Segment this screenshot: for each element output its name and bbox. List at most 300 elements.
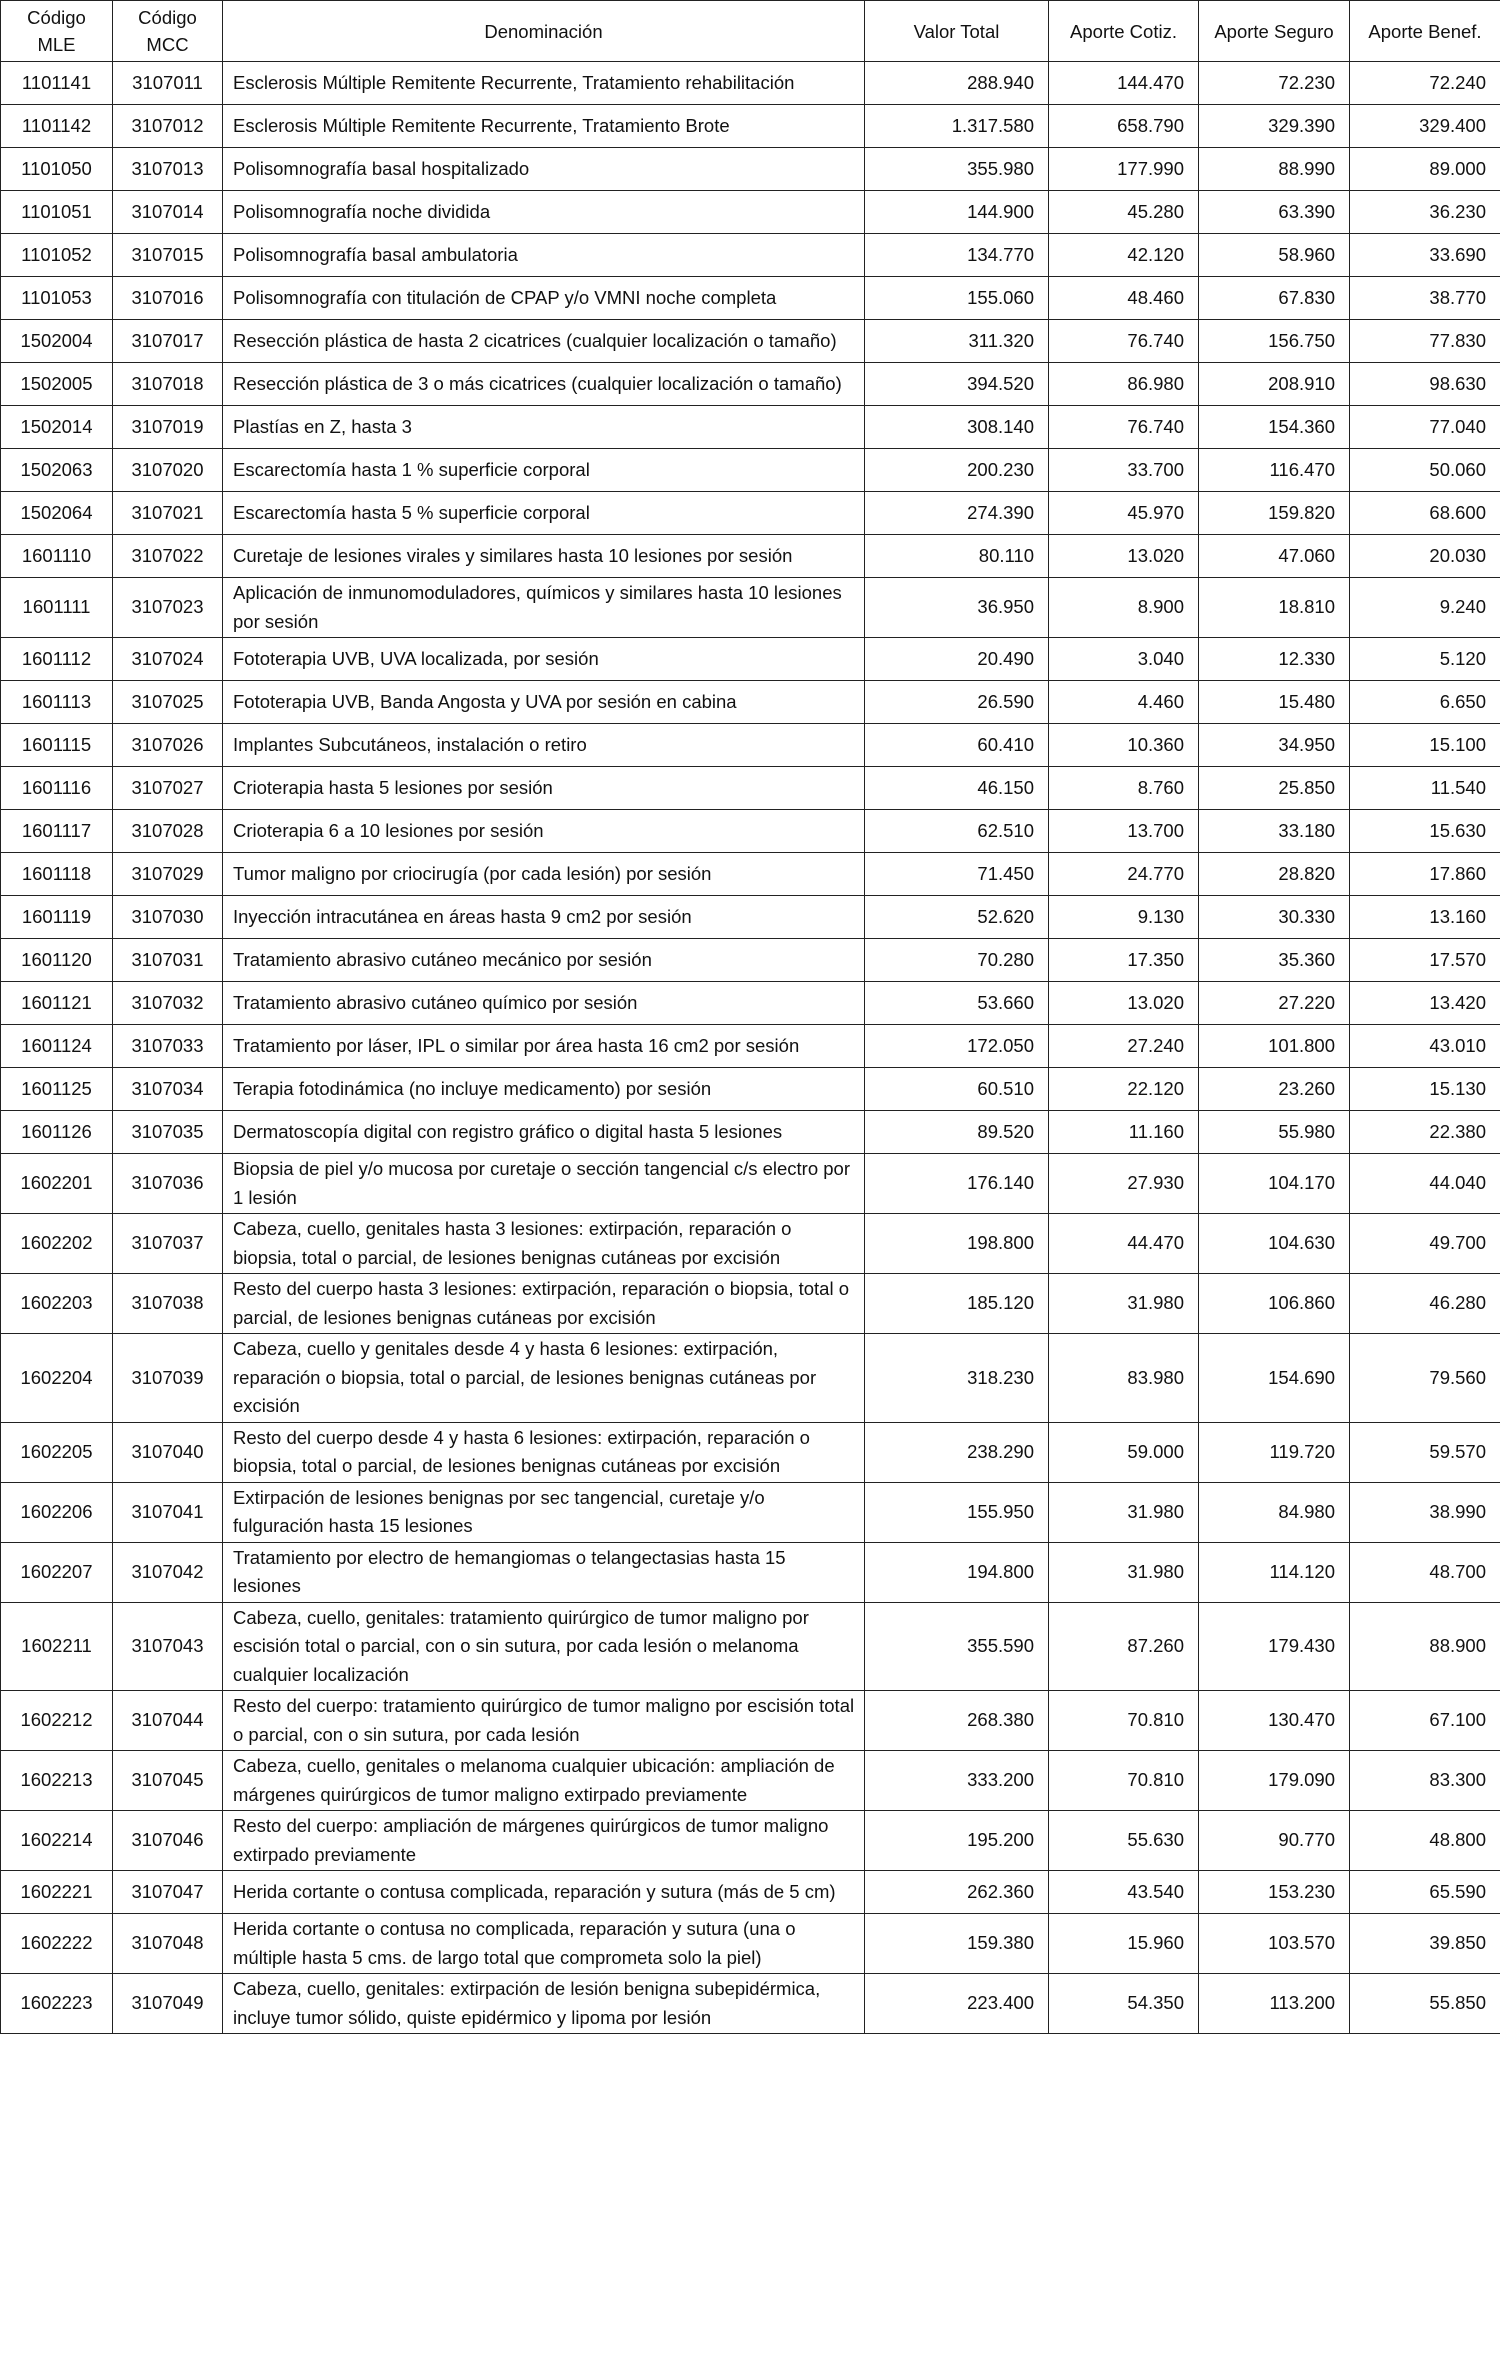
cell-aporte-benef: 17.860 — [1350, 853, 1500, 896]
cell-denominacion: Resto del cuerpo: tratamiento quirúrgico de tumor maligno por escisión total o parcial, con o sin sutura, por cada lesión — [223, 1691, 865, 1751]
cell-codigo-mcc: 3107013 — [113, 148, 223, 191]
cell-codigo-mcc: 3107023 — [113, 578, 223, 638]
cell-codigo-mcc: 3107011 — [113, 62, 223, 105]
cell-codigo-mle: 1601116 — [1, 767, 113, 810]
cell-aporte-seguro: 101.800 — [1199, 1025, 1350, 1068]
cell-denominacion: Resto del cuerpo hasta 3 lesiones: extirpación, reparación o biopsia, total o parcial, de lesiones benignas cutáneas por excisión — [223, 1274, 865, 1334]
cell-denominacion: Tratamiento por electro de hemangiomas o telangectasias hasta 15 lesiones — [223, 1542, 865, 1602]
cell-aporte-benef: 49.700 — [1350, 1214, 1500, 1274]
cell-codigo-mle: 1602201 — [1, 1154, 113, 1214]
cell-aporte-seguro: 106.860 — [1199, 1274, 1350, 1334]
cell-aporte-cotiz: 70.810 — [1049, 1691, 1199, 1751]
table-row — [1, 638, 1500, 681]
cell-aporte-seguro: 113.200 — [1199, 1974, 1350, 2034]
cell-aporte-cotiz: 42.120 — [1049, 234, 1199, 277]
table-row — [1, 1811, 1500, 1871]
cell-valor-total: 238.290 — [865, 1422, 1049, 1482]
cell-aporte-cotiz: 658.790 — [1049, 105, 1199, 148]
cell-aporte-benef: 11.540 — [1350, 767, 1500, 810]
cell-aporte-benef: 88.900 — [1350, 1602, 1500, 1691]
cell-denominacion: Tratamiento abrasivo cutáneo mecánico por sesión — [223, 939, 865, 982]
cell-aporte-seguro: 159.820 — [1199, 492, 1350, 535]
cell-codigo-mle: 1602222 — [1, 1914, 113, 1974]
cell-aporte-benef: 79.560 — [1350, 1334, 1500, 1423]
cell-valor-total: 394.520 — [865, 363, 1049, 406]
cell-aporte-cotiz: 27.930 — [1049, 1154, 1199, 1214]
cell-aporte-benef: 329.400 — [1350, 105, 1500, 148]
cell-aporte-seguro: 156.750 — [1199, 320, 1350, 363]
cell-aporte-cotiz: 17.350 — [1049, 939, 1199, 982]
cell-codigo-mle: 1502005 — [1, 363, 113, 406]
cell-codigo-mcc: 3107042 — [113, 1542, 223, 1602]
cell-valor-total: 200.230 — [865, 449, 1049, 492]
cell-valor-total: 20.490 — [865, 638, 1049, 681]
table-row — [1, 1334, 1500, 1423]
cell-aporte-seguro: 15.480 — [1199, 681, 1350, 724]
cell-aporte-benef: 15.630 — [1350, 810, 1500, 853]
cell-aporte-benef: 20.030 — [1350, 535, 1500, 578]
cell-codigo-mcc: 3107012 — [113, 105, 223, 148]
cell-aporte-cotiz: 8.760 — [1049, 767, 1199, 810]
cell-codigo-mcc: 3107021 — [113, 492, 223, 535]
cell-denominacion: Cabeza, cuello, genitales: tratamiento quirúrgico de tumor maligno por escisión total o parcial, con o sin sutura, por cada lesión o melanoma cualquier localización — [223, 1602, 865, 1691]
cell-aporte-seguro: 18.810 — [1199, 578, 1350, 638]
table-row — [1, 896, 1500, 939]
table-row — [1, 1482, 1500, 1542]
table-row — [1, 1914, 1500, 1974]
cell-codigo-mle: 1601110 — [1, 535, 113, 578]
cell-aporte-cotiz: 83.980 — [1049, 1334, 1199, 1423]
cell-denominacion: Fototerapia UVB, UVA localizada, por sesión — [223, 638, 865, 681]
cell-denominacion: Implantes Subcutáneos, instalación o retiro — [223, 724, 865, 767]
cell-aporte-cotiz: 55.630 — [1049, 1811, 1199, 1871]
cell-aporte-seguro: 119.720 — [1199, 1422, 1350, 1482]
table-row — [1, 320, 1500, 363]
cell-aporte-benef: 83.300 — [1350, 1751, 1500, 1811]
table-row — [1, 1542, 1500, 1602]
cell-aporte-benef: 59.570 — [1350, 1422, 1500, 1482]
cell-codigo-mcc: 3107034 — [113, 1068, 223, 1111]
cell-valor-total: 355.590 — [865, 1602, 1049, 1691]
header-aporte-seguro: Aporte Seguro — [1199, 1, 1350, 62]
table-row — [1, 982, 1500, 1025]
table-row — [1, 105, 1500, 148]
cell-aporte-benef: 9.240 — [1350, 578, 1500, 638]
table-row — [1, 1974, 1500, 2034]
cell-denominacion: Cabeza, cuello y genitales desde 4 y hasta 6 lesiones: extirpación, reparación o biopsia, total o parcial, de lesiones benignas cutáneas por excisión — [223, 1334, 865, 1423]
cell-valor-total: 46.150 — [865, 767, 1049, 810]
cell-aporte-cotiz: 13.020 — [1049, 535, 1199, 578]
cell-aporte-cotiz: 4.460 — [1049, 681, 1199, 724]
cell-codigo-mle: 1101051 — [1, 191, 113, 234]
cell-codigo-mcc: 3107030 — [113, 896, 223, 939]
cell-codigo-mle: 1502004 — [1, 320, 113, 363]
cell-aporte-benef: 15.100 — [1350, 724, 1500, 767]
cell-codigo-mcc: 3107019 — [113, 406, 223, 449]
cell-codigo-mle: 1601118 — [1, 853, 113, 896]
cell-denominacion: Esclerosis Múltiple Remitente Recurrente, Tratamiento rehabilitación — [223, 62, 865, 105]
cell-codigo-mcc: 3107015 — [113, 234, 223, 277]
cell-denominacion: Escarectomía hasta 1 % superficie corporal — [223, 449, 865, 492]
cell-valor-total: 70.280 — [865, 939, 1049, 982]
table-row — [1, 578, 1500, 638]
cell-aporte-benef: 13.420 — [1350, 982, 1500, 1025]
cell-codigo-mcc: 3107024 — [113, 638, 223, 681]
cell-aporte-seguro: 116.470 — [1199, 449, 1350, 492]
cell-codigo-mcc: 3107037 — [113, 1214, 223, 1274]
cell-codigo-mle: 1601125 — [1, 1068, 113, 1111]
cell-aporte-cotiz: 31.980 — [1049, 1482, 1199, 1542]
cell-codigo-mle: 1602221 — [1, 1871, 113, 1914]
table-row — [1, 234, 1500, 277]
cell-codigo-mle: 1601112 — [1, 638, 113, 681]
cell-aporte-benef: 65.590 — [1350, 1871, 1500, 1914]
cell-aporte-seguro: 329.390 — [1199, 105, 1350, 148]
cell-aporte-benef: 13.160 — [1350, 896, 1500, 939]
cell-codigo-mle: 1601111 — [1, 578, 113, 638]
table-row — [1, 363, 1500, 406]
cell-codigo-mle: 1101142 — [1, 105, 113, 148]
cell-denominacion: Curetaje de lesiones virales y similares hasta 10 lesiones por sesión — [223, 535, 865, 578]
cell-aporte-cotiz: 177.990 — [1049, 148, 1199, 191]
cell-aporte-cotiz: 144.470 — [1049, 62, 1199, 105]
cell-codigo-mcc: 3107014 — [113, 191, 223, 234]
cell-aporte-cotiz: 15.960 — [1049, 1914, 1199, 1974]
cell-denominacion: Tratamiento por láser, IPL o similar por área hasta 16 cm2 por sesión — [223, 1025, 865, 1068]
cell-denominacion: Tumor maligno por criocirugía (por cada lesión) por sesión — [223, 853, 865, 896]
cell-valor-total: 268.380 — [865, 1691, 1049, 1751]
cell-aporte-seguro: 130.470 — [1199, 1691, 1350, 1751]
header-aporte-cotiz: Aporte Cotiz. — [1049, 1, 1199, 62]
cell-codigo-mle: 1602213 — [1, 1751, 113, 1811]
cell-codigo-mcc: 3107029 — [113, 853, 223, 896]
cell-codigo-mcc: 3107043 — [113, 1602, 223, 1691]
cell-aporte-cotiz: 86.980 — [1049, 363, 1199, 406]
cell-denominacion: Extirpación de lesiones benignas por sec tangencial, curetaje y/o fulguración hasta 15 lesiones — [223, 1482, 865, 1542]
cell-valor-total: 155.060 — [865, 277, 1049, 320]
cell-aporte-cotiz: 31.980 — [1049, 1274, 1199, 1334]
cell-aporte-cotiz: 33.700 — [1049, 449, 1199, 492]
cell-codigo-mle: 1601119 — [1, 896, 113, 939]
cell-denominacion: Aplicación de inmunomoduladores, químicos y similares hasta 10 lesiones por sesión — [223, 578, 865, 638]
cell-aporte-seguro: 35.360 — [1199, 939, 1350, 982]
cell-codigo-mle: 1502014 — [1, 406, 113, 449]
cell-aporte-cotiz: 70.810 — [1049, 1751, 1199, 1811]
header-aporte-benef: Aporte Benef. — [1350, 1, 1500, 62]
cell-aporte-cotiz: 9.130 — [1049, 896, 1199, 939]
cell-codigo-mcc: 3107044 — [113, 1691, 223, 1751]
cell-aporte-cotiz: 11.160 — [1049, 1111, 1199, 1154]
cell-aporte-benef: 6.650 — [1350, 681, 1500, 724]
cell-aporte-seguro: 114.120 — [1199, 1542, 1350, 1602]
header-valor-total: Valor Total — [865, 1, 1049, 62]
cell-denominacion: Inyección intracutánea en áreas hasta 9 cm2 por sesión — [223, 896, 865, 939]
cell-aporte-benef: 89.000 — [1350, 148, 1500, 191]
cell-codigo-mle: 1101053 — [1, 277, 113, 320]
cell-aporte-cotiz: 10.360 — [1049, 724, 1199, 767]
cell-valor-total: 308.140 — [865, 406, 1049, 449]
cell-denominacion: Polisomnografía noche dividida — [223, 191, 865, 234]
cell-valor-total: 333.200 — [865, 1751, 1049, 1811]
table-row — [1, 492, 1500, 535]
cell-aporte-seguro: 72.230 — [1199, 62, 1350, 105]
table-row — [1, 853, 1500, 896]
cell-aporte-cotiz: 87.260 — [1049, 1602, 1199, 1691]
table-row — [1, 767, 1500, 810]
table-row — [1, 681, 1500, 724]
cell-aporte-seguro: 55.980 — [1199, 1111, 1350, 1154]
table-body — [1, 62, 1500, 2034]
cell-codigo-mle: 1601117 — [1, 810, 113, 853]
cell-valor-total: 198.800 — [865, 1214, 1049, 1274]
table-row — [1, 277, 1500, 320]
table-row — [1, 939, 1500, 982]
cell-valor-total: 52.620 — [865, 896, 1049, 939]
cell-aporte-benef: 48.800 — [1350, 1811, 1500, 1871]
cell-valor-total: 288.940 — [865, 62, 1049, 105]
table-row — [1, 1751, 1500, 1811]
cell-aporte-cotiz: 8.900 — [1049, 578, 1199, 638]
cell-aporte-seguro: 28.820 — [1199, 853, 1350, 896]
cell-valor-total: 274.390 — [865, 492, 1049, 535]
cell-aporte-cotiz: 44.470 — [1049, 1214, 1199, 1274]
cell-aporte-seguro: 88.990 — [1199, 148, 1350, 191]
cell-aporte-seguro: 84.980 — [1199, 1482, 1350, 1542]
cell-valor-total: 195.200 — [865, 1811, 1049, 1871]
cell-aporte-cotiz: 3.040 — [1049, 638, 1199, 681]
cell-aporte-seguro: 153.230 — [1199, 1871, 1350, 1914]
cell-codigo-mle: 1502064 — [1, 492, 113, 535]
cell-codigo-mle: 1602205 — [1, 1422, 113, 1482]
table-row — [1, 810, 1500, 853]
cell-codigo-mcc: 3107038 — [113, 1274, 223, 1334]
cell-codigo-mcc: 3107049 — [113, 1974, 223, 2034]
cell-codigo-mcc: 3107047 — [113, 1871, 223, 1914]
cell-aporte-seguro: 67.830 — [1199, 277, 1350, 320]
cell-codigo-mle: 1602203 — [1, 1274, 113, 1334]
cell-aporte-cotiz: 59.000 — [1049, 1422, 1199, 1482]
cell-valor-total: 89.520 — [865, 1111, 1049, 1154]
cell-aporte-benef: 50.060 — [1350, 449, 1500, 492]
cell-denominacion: Cabeza, cuello, genitales o melanoma cualquier ubicación: ampliación de márgenes quirúrgicos de tumor maligno extirpado previamente — [223, 1751, 865, 1811]
cell-codigo-mcc: 3107046 — [113, 1811, 223, 1871]
cell-aporte-seguro: 154.360 — [1199, 406, 1350, 449]
cell-aporte-benef: 5.120 — [1350, 638, 1500, 681]
table-row — [1, 1154, 1500, 1214]
cell-aporte-cotiz: 45.970 — [1049, 492, 1199, 535]
table-header-row — [1, 1, 1500, 62]
cell-valor-total: 159.380 — [865, 1914, 1049, 1974]
cell-denominacion: Cabeza, cuello, genitales: extirpación de lesión benigna subepidérmica, incluye tumor sólido, quiste epidérmico y lipoma por lesión — [223, 1974, 865, 2034]
table-row — [1, 1691, 1500, 1751]
cell-valor-total: 60.410 — [865, 724, 1049, 767]
cell-aporte-seguro: 103.570 — [1199, 1914, 1350, 1974]
cell-aporte-cotiz: 13.700 — [1049, 810, 1199, 853]
cell-denominacion: Polisomnografía basal ambulatoria — [223, 234, 865, 277]
cell-aporte-cotiz: 13.020 — [1049, 982, 1199, 1025]
cell-valor-total: 62.510 — [865, 810, 1049, 853]
cell-valor-total: 262.360 — [865, 1871, 1049, 1914]
cell-codigo-mle: 1602206 — [1, 1482, 113, 1542]
cell-aporte-seguro: 23.260 — [1199, 1068, 1350, 1111]
cell-codigo-mle: 1601126 — [1, 1111, 113, 1154]
cell-denominacion: Resto del cuerpo desde 4 y hasta 6 lesiones: extirpación, reparación o biopsia, total o parcial, de lesiones benignas cutáneas por excisión — [223, 1422, 865, 1482]
header-codigo-mle: Código MLE — [1, 1, 113, 62]
cell-denominacion: Fototerapia UVB, Banda Angosta y UVA por sesión en cabina — [223, 681, 865, 724]
cell-aporte-seguro: 63.390 — [1199, 191, 1350, 234]
cell-codigo-mcc: 3107020 — [113, 449, 223, 492]
cell-codigo-mcc: 3107035 — [113, 1111, 223, 1154]
cell-aporte-cotiz: 22.120 — [1049, 1068, 1199, 1111]
cell-codigo-mcc: 3107040 — [113, 1422, 223, 1482]
cell-aporte-benef: 98.630 — [1350, 363, 1500, 406]
cell-denominacion: Herida cortante o contusa no complicada, reparación y sutura (una o múltiple hasta 5 cms. de largo total que comprometa solo la piel) — [223, 1914, 865, 1974]
cell-codigo-mle: 1602223 — [1, 1974, 113, 2034]
cell-aporte-seguro: 33.180 — [1199, 810, 1350, 853]
cell-aporte-seguro: 104.170 — [1199, 1154, 1350, 1214]
cell-aporte-cotiz: 24.770 — [1049, 853, 1199, 896]
cell-denominacion: Plastías en Z, hasta 3 — [223, 406, 865, 449]
cell-denominacion: Escarectomía hasta 5 % superficie corporal — [223, 492, 865, 535]
cell-denominacion: Crioterapia 6 a 10 lesiones por sesión — [223, 810, 865, 853]
cell-codigo-mle: 1602212 — [1, 1691, 113, 1751]
table-row — [1, 62, 1500, 105]
cell-denominacion: Tratamiento abrasivo cutáneo químico por sesión — [223, 982, 865, 1025]
cell-valor-total: 194.800 — [865, 1542, 1049, 1602]
cell-aporte-cotiz: 27.240 — [1049, 1025, 1199, 1068]
cell-aporte-seguro: 47.060 — [1199, 535, 1350, 578]
cell-aporte-benef: 38.990 — [1350, 1482, 1500, 1542]
cell-aporte-seguro: 27.220 — [1199, 982, 1350, 1025]
cell-denominacion: Polisomnografía con titulación de CPAP y/o VMNI noche completa — [223, 277, 865, 320]
cell-aporte-benef: 33.690 — [1350, 234, 1500, 277]
cell-codigo-mcc: 3107036 — [113, 1154, 223, 1214]
cell-denominacion: Herida cortante o contusa complicada, reparación y sutura (más de 5 cm) — [223, 1871, 865, 1914]
cell-codigo-mcc: 3107032 — [113, 982, 223, 1025]
cell-aporte-benef: 72.240 — [1350, 62, 1500, 105]
cell-codigo-mle: 1101141 — [1, 62, 113, 105]
cell-aporte-seguro: 179.430 — [1199, 1602, 1350, 1691]
cell-codigo-mle: 1601115 — [1, 724, 113, 767]
cell-codigo-mle: 1601113 — [1, 681, 113, 724]
cell-codigo-mcc: 3107018 — [113, 363, 223, 406]
cell-denominacion: Resección plástica de hasta 2 cicatrices (cualquier localización o tamaño) — [223, 320, 865, 363]
table-row — [1, 1111, 1500, 1154]
table-row — [1, 148, 1500, 191]
cell-codigo-mcc: 3107039 — [113, 1334, 223, 1423]
cell-valor-total: 185.120 — [865, 1274, 1049, 1334]
table-row — [1, 1871, 1500, 1914]
cell-valor-total: 318.230 — [865, 1334, 1049, 1423]
table-row — [1, 1422, 1500, 1482]
cell-denominacion: Crioterapia hasta 5 lesiones por sesión — [223, 767, 865, 810]
cell-denominacion: Cabeza, cuello, genitales hasta 3 lesiones: extirpación, reparación o biopsia, total o parcial, de lesiones benignas cutáneas por excisión — [223, 1214, 865, 1274]
cell-valor-total: 53.660 — [865, 982, 1049, 1025]
cell-aporte-benef: 38.770 — [1350, 277, 1500, 320]
cell-codigo-mcc: 3107017 — [113, 320, 223, 363]
cell-valor-total: 176.140 — [865, 1154, 1049, 1214]
cell-aporte-seguro: 58.960 — [1199, 234, 1350, 277]
cell-aporte-seguro: 12.330 — [1199, 638, 1350, 681]
cell-codigo-mle: 1101050 — [1, 148, 113, 191]
cell-aporte-benef: 55.850 — [1350, 1974, 1500, 2034]
cell-codigo-mcc: 3107016 — [113, 277, 223, 320]
cell-codigo-mle: 1601120 — [1, 939, 113, 982]
table-row — [1, 449, 1500, 492]
cell-codigo-mcc: 3107031 — [113, 939, 223, 982]
table-row — [1, 1602, 1500, 1691]
cell-aporte-cotiz: 43.540 — [1049, 1871, 1199, 1914]
cell-valor-total: 60.510 — [865, 1068, 1049, 1111]
cell-codigo-mcc: 3107027 — [113, 767, 223, 810]
cell-aporte-cotiz: 45.280 — [1049, 191, 1199, 234]
cell-aporte-benef: 15.130 — [1350, 1068, 1500, 1111]
cell-codigo-mle: 1502063 — [1, 449, 113, 492]
cell-denominacion: Dermatoscopía digital con registro gráfico o digital hasta 5 lesiones — [223, 1111, 865, 1154]
cell-aporte-seguro: 154.690 — [1199, 1334, 1350, 1423]
cell-codigo-mle: 1602211 — [1, 1602, 113, 1691]
cell-aporte-seguro: 179.090 — [1199, 1751, 1350, 1811]
cell-valor-total: 155.950 — [865, 1482, 1049, 1542]
cell-aporte-seguro: 90.770 — [1199, 1811, 1350, 1871]
cell-codigo-mcc: 3107025 — [113, 681, 223, 724]
cell-valor-total: 80.110 — [865, 535, 1049, 578]
cell-aporte-cotiz: 76.740 — [1049, 406, 1199, 449]
cell-aporte-seguro: 104.630 — [1199, 1214, 1350, 1274]
cell-valor-total: 223.400 — [865, 1974, 1049, 2034]
cell-codigo-mle: 1602207 — [1, 1542, 113, 1602]
cell-denominacion: Biopsia de piel y/o mucosa por curetaje o sección tangencial c/s electro por 1 lesión — [223, 1154, 865, 1214]
cell-aporte-cotiz: 54.350 — [1049, 1974, 1199, 2034]
cell-codigo-mcc: 3107048 — [113, 1914, 223, 1974]
cell-codigo-mle: 1602202 — [1, 1214, 113, 1274]
cell-aporte-seguro: 30.330 — [1199, 896, 1350, 939]
cell-aporte-benef: 77.040 — [1350, 406, 1500, 449]
cell-valor-total: 71.450 — [865, 853, 1049, 896]
cell-valor-total: 311.320 — [865, 320, 1049, 363]
table-row — [1, 1214, 1500, 1274]
cell-aporte-benef: 43.010 — [1350, 1025, 1500, 1068]
header-denominacion: Denominación — [223, 1, 865, 62]
cell-valor-total: 1.317.580 — [865, 105, 1049, 148]
table-row — [1, 1068, 1500, 1111]
cell-aporte-cotiz: 31.980 — [1049, 1542, 1199, 1602]
cell-codigo-mle: 1602214 — [1, 1811, 113, 1871]
cell-valor-total: 26.590 — [865, 681, 1049, 724]
cell-aporte-benef: 17.570 — [1350, 939, 1500, 982]
cell-valor-total: 172.050 — [865, 1025, 1049, 1068]
cell-aporte-seguro: 25.850 — [1199, 767, 1350, 810]
table-row — [1, 406, 1500, 449]
cell-codigo-mle: 1602204 — [1, 1334, 113, 1423]
cell-aporte-benef: 77.830 — [1350, 320, 1500, 363]
cell-codigo-mcc: 3107033 — [113, 1025, 223, 1068]
table-row — [1, 191, 1500, 234]
cell-aporte-benef: 44.040 — [1350, 1154, 1500, 1214]
cell-aporte-benef: 39.850 — [1350, 1914, 1500, 1974]
cell-aporte-benef: 48.700 — [1350, 1542, 1500, 1602]
cell-denominacion: Resto del cuerpo: ampliación de márgenes quirúrgicos de tumor maligno extirpado previamente — [223, 1811, 865, 1871]
cell-codigo-mcc: 3107022 — [113, 535, 223, 578]
cell-aporte-benef: 68.600 — [1350, 492, 1500, 535]
cell-denominacion: Terapia fotodinámica (no incluye medicamento) por sesión — [223, 1068, 865, 1111]
table-row — [1, 1025, 1500, 1068]
cell-valor-total: 134.770 — [865, 234, 1049, 277]
cell-codigo-mle: 1601124 — [1, 1025, 113, 1068]
cell-aporte-seguro: 34.950 — [1199, 724, 1350, 767]
cell-aporte-seguro: 208.910 — [1199, 363, 1350, 406]
cell-aporte-cotiz: 48.460 — [1049, 277, 1199, 320]
